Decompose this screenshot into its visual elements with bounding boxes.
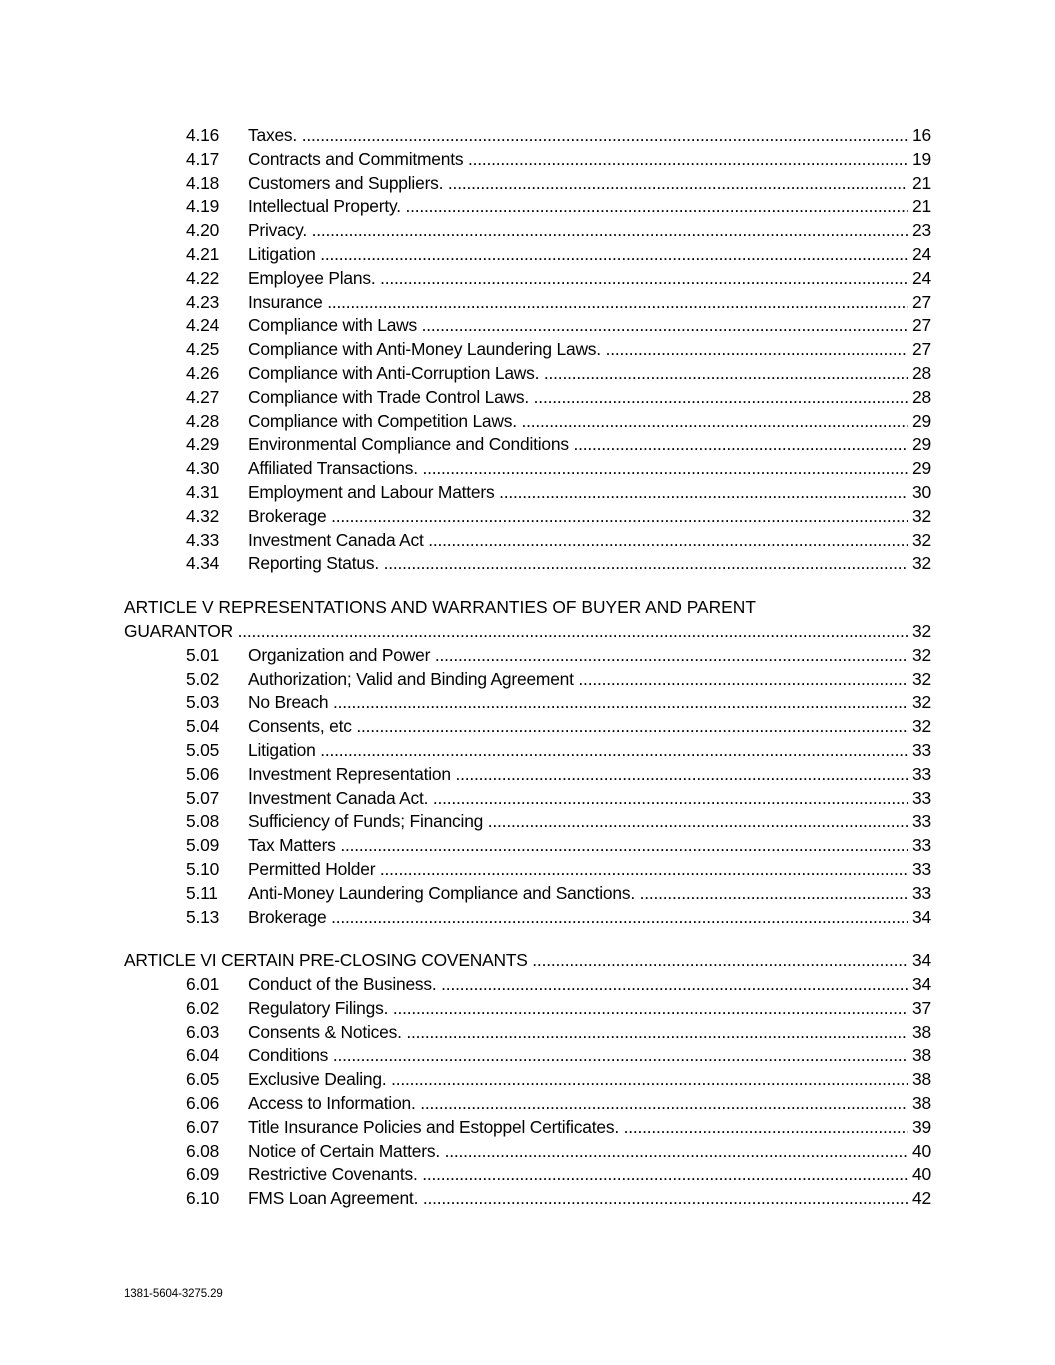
- toc-entry-page: 24: [912, 267, 931, 288]
- toc-entry-page: 39: [912, 1116, 931, 1137]
- toc-entry-title: Tax Matters .....: [248, 834, 908, 858]
- toc-entry[interactable]: [0, 457, 1055, 481]
- toc-entry-title: Consents, etc .....: [248, 715, 908, 739]
- toc-section-article-6: [0, 973, 1055, 1211]
- toc-entry-page: 34: [912, 906, 931, 927]
- toc-entry[interactable]: [0, 882, 1055, 906]
- toc-entry-page: 24: [912, 243, 931, 264]
- toc-entry-title: Organization and Power .....: [248, 644, 908, 668]
- toc-entry-title: Reporting Status. .....: [248, 552, 908, 576]
- toc-entry-title: Regulatory Filings. .....: [248, 997, 908, 1021]
- toc-entry[interactable]: [0, 997, 1055, 1021]
- toc-entry-number: 4.18: [186, 172, 220, 193]
- toc-entry[interactable]: [0, 739, 1055, 763]
- toc-entry-page: 16: [912, 125, 931, 145]
- toc-entry-page: 29: [912, 410, 931, 431]
- toc-entry-page: 30: [912, 481, 931, 502]
- toc-entry-number: 4.16: [186, 125, 220, 145]
- toc-entry[interactable]: [0, 243, 1055, 267]
- toc-entry-number: 4.17: [186, 148, 220, 169]
- toc-entry-number: 5.05: [186, 739, 220, 760]
- toc-entry-title: Restrictive Covenants. .....: [248, 1163, 908, 1187]
- toc-article-6-entry[interactable]: [0, 949, 1055, 973]
- toc-entry-number: 4.19: [186, 196, 220, 217]
- toc-entry-page: 27: [912, 291, 931, 312]
- toc-entry[interactable]: [0, 362, 1055, 386]
- toc-entry[interactable]: [0, 668, 1055, 692]
- toc-entry[interactable]: [0, 552, 1055, 576]
- toc-entry-page: 32: [912, 644, 931, 665]
- toc-entry-page: 32: [912, 505, 931, 526]
- toc-entry-page: 21: [912, 172, 931, 193]
- toc-entry[interactable]: [0, 715, 1055, 739]
- toc-entry-number: 6.06: [186, 1093, 220, 1114]
- toc-entry[interactable]: [0, 763, 1055, 787]
- toc-entry-page: 19: [912, 148, 931, 169]
- toc-entry-number: 5.07: [186, 787, 220, 808]
- toc-entry-number: 5.09: [186, 835, 220, 856]
- toc-article-5-entry[interactable]: [0, 620, 1055, 644]
- toc-entry-title: Litigation .....: [248, 739, 908, 763]
- toc-entry-page: 27: [912, 315, 931, 336]
- table-of-contents: [0, 124, 1055, 1211]
- toc-entry-page: 32: [912, 668, 931, 689]
- toc-article-5-heading[interactable]: ARTICLE V REPRESENTATIONS AND WARRANTIES OF BUYER AND PARENT: [124, 597, 756, 618]
- toc-entry-page: 27: [912, 339, 931, 360]
- toc-entry-page: 28: [912, 386, 931, 407]
- toc-entry-title: No Breach .....: [248, 691, 908, 715]
- toc-entry-title: Exclusive Dealing. .....: [248, 1068, 908, 1092]
- toc-entry-page: 40: [912, 1164, 931, 1185]
- toc-entry[interactable]: [0, 481, 1055, 505]
- toc-entry-page: 33: [912, 835, 931, 856]
- toc-entry[interactable]: [0, 906, 1055, 930]
- toc-entry[interactable]: [0, 1092, 1055, 1116]
- toc-entry-number: 4.32: [186, 505, 220, 526]
- toc-entry-number: 6.01: [186, 974, 220, 995]
- toc-entry-title: Investment Canada Act. .....: [248, 787, 908, 811]
- toc-entry-title: Litigation .....: [248, 243, 908, 267]
- toc-entry[interactable]: [0, 529, 1055, 553]
- toc-entry-number: 5.06: [186, 763, 220, 784]
- toc-entry-number: 4.31: [186, 481, 220, 502]
- toc-entry-title: Compliance with Anti-Corruption Laws. .....: [248, 362, 908, 386]
- toc-entry-page: 33: [912, 858, 931, 879]
- toc-entry-number: 4.20: [186, 220, 220, 241]
- toc-entry-number: 4.24: [186, 315, 220, 336]
- toc-entry[interactable]: [0, 314, 1055, 338]
- toc-entry[interactable]: [0, 1044, 1055, 1068]
- toc-entry[interactable]: [0, 834, 1055, 858]
- toc-entry-number: 4.29: [186, 434, 220, 455]
- toc-entry-page: 34: [912, 974, 931, 995]
- toc-entry[interactable]: [0, 787, 1055, 811]
- toc-section-article-4: [0, 124, 1055, 576]
- toc-entry-number: 4.26: [186, 362, 220, 383]
- toc-entry-title: Employment and Labour Matters .....: [248, 481, 908, 505]
- toc-entry-title: Conduct of the Business. .....: [248, 973, 908, 997]
- toc-entry-page: 32: [912, 529, 931, 550]
- toc-entry-number: 5.08: [186, 811, 220, 832]
- toc-entry-title: Notice of Certain Matters. .....: [248, 1140, 908, 1164]
- toc-entry-page: 29: [912, 434, 931, 455]
- toc-entry-page: 29: [912, 458, 931, 479]
- toc-entry-title: Anti-Money Laundering Compliance and Sanctions. .....: [248, 882, 908, 906]
- toc-entry-title: Permitted Holder .....: [248, 858, 908, 882]
- toc-entry[interactable]: [0, 124, 1055, 148]
- toc-entry[interactable]: [0, 691, 1055, 715]
- toc-entry-page: 38: [912, 1021, 931, 1042]
- toc-entry-title: Investment Representation .....: [248, 763, 908, 787]
- toc-entry[interactable]: [0, 973, 1055, 997]
- toc-section-article-5: [0, 644, 1055, 930]
- toc-entry-number: 4.34: [186, 553, 220, 574]
- toc-entry-page: 37: [912, 997, 931, 1018]
- toc-entry[interactable]: [0, 1187, 1055, 1211]
- toc-entry[interactable]: [0, 1116, 1055, 1140]
- toc-entry-number: 6.05: [186, 1069, 220, 1090]
- toc-entry-title: Employee Plans. .....: [248, 267, 908, 291]
- toc-entry-number: 6.09: [186, 1164, 220, 1185]
- toc-entry[interactable]: [0, 1021, 1055, 1045]
- toc-entry-title: FMS Loan Agreement. .....: [248, 1187, 908, 1211]
- toc-entry-title: Authorization; Valid and Binding Agreement .....: [248, 668, 908, 692]
- toc-entry-page: 21: [912, 196, 931, 217]
- toc-entry[interactable]: [0, 1163, 1055, 1187]
- toc-article-6-title: ARTICLE VI CERTAIN PRE-CLOSING COVENANTS .....: [124, 949, 908, 973]
- toc-entry-title: Contracts and Commitments .....: [248, 148, 908, 172]
- toc-entry-number: 4.25: [186, 339, 220, 360]
- toc-entry-number: 5.11: [186, 882, 218, 903]
- toc-entry-title: Brokerage .....: [248, 906, 908, 930]
- toc-entry[interactable]: [0, 338, 1055, 362]
- toc-entry-title: Compliance with Laws .....: [248, 314, 908, 338]
- document-id-footer: 1381-5604-3275.29: [124, 1288, 223, 1300]
- toc-entry[interactable]: [0, 1140, 1055, 1164]
- toc-entry-title: Title Insurance Policies and Estoppel Certificates. .....: [248, 1116, 908, 1140]
- toc-entry-number: 6.03: [186, 1021, 220, 1042]
- toc-entry-number: 4.23: [186, 291, 220, 312]
- toc-entry-page: 38: [912, 1069, 931, 1090]
- toc-entry-title: Brokerage .....: [248, 505, 908, 529]
- toc-entry-title: Insurance .....: [248, 291, 908, 315]
- toc-entry-title: Taxes. .....: [248, 124, 908, 148]
- toc-entry-title: Compliance with Competition Laws. .....: [248, 410, 908, 434]
- toc-entry[interactable]: [0, 219, 1055, 243]
- toc-entry[interactable]: [0, 172, 1055, 196]
- toc-article-6-page: 34: [912, 950, 931, 971]
- toc-entry-page: 33: [912, 787, 931, 808]
- toc-entry-number: 4.30: [186, 458, 220, 479]
- toc-entry-page: 38: [912, 1093, 931, 1114]
- toc-entry[interactable]: [0, 644, 1055, 668]
- toc-entry-title: Intellectual Property. .....: [248, 195, 908, 219]
- toc-entry[interactable]: [0, 291, 1055, 315]
- toc-entry[interactable]: [0, 505, 1055, 529]
- toc-entry-number: 5.02: [186, 668, 220, 689]
- toc-entry[interactable]: [0, 810, 1055, 834]
- toc-entry-title: Affiliated Transactions. .....: [248, 457, 908, 481]
- toc-entry-title: Sufficiency of Funds; Financing .....: [248, 810, 908, 834]
- toc-entry-number: 6.08: [186, 1140, 220, 1161]
- toc-entry-number: 5.04: [186, 716, 220, 737]
- toc-entry-title: Privacy. .....: [248, 219, 908, 243]
- toc-entry[interactable]: [0, 410, 1055, 434]
- toc-entry-page: 42: [912, 1188, 931, 1209]
- toc-entry-title: Conditions .....: [248, 1044, 908, 1068]
- toc-entry[interactable]: [0, 858, 1055, 882]
- toc-entry-title: Compliance with Anti-Money Laundering Laws. .....: [248, 338, 908, 362]
- toc-entry-page: 38: [912, 1045, 931, 1066]
- toc-entry-number: 6.02: [186, 997, 220, 1018]
- toc-entry-number: 4.21: [186, 243, 220, 264]
- toc-entry[interactable]: [0, 1068, 1055, 1092]
- toc-entry-number: 4.27: [186, 386, 220, 407]
- toc-entry[interactable]: [0, 433, 1055, 457]
- toc-entry[interactable]: [0, 195, 1055, 219]
- toc-entry-number: 6.07: [186, 1116, 220, 1137]
- toc-entry-number: 5.01: [186, 644, 220, 665]
- toc-entry-page: 32: [912, 692, 931, 713]
- toc-entry-number: 5.10: [186, 858, 220, 879]
- toc-entry-number: 4.33: [186, 529, 220, 550]
- toc-entry-page: 23: [912, 220, 931, 241]
- toc-entry-page: 33: [912, 811, 931, 832]
- toc-entry-page: 32: [912, 553, 931, 574]
- toc-entry-page: 32: [912, 716, 931, 737]
- toc-entry-title: Access to Information. .....: [248, 1092, 908, 1116]
- toc-article-5-title: GUARANTOR .....: [124, 620, 908, 644]
- toc-entry-page: 33: [912, 739, 931, 760]
- toc-entry-title: Compliance with Trade Control Laws. .....: [248, 386, 908, 410]
- toc-entry-number: 4.28: [186, 410, 220, 431]
- toc-entry-page: 33: [912, 763, 931, 784]
- toc-article-5-page: 32: [912, 620, 931, 641]
- toc-entry-title: Customers and Suppliers. .....: [248, 172, 908, 196]
- toc-entry[interactable]: [0, 267, 1055, 291]
- toc-entry-number: 4.22: [186, 267, 220, 288]
- toc-entry-title: Investment Canada Act .....: [248, 529, 908, 553]
- toc-entry-number: 5.13: [186, 906, 220, 927]
- toc-entry-number: 6.04: [186, 1045, 220, 1066]
- toc-entry-number: 5.03: [186, 692, 220, 713]
- toc-entry[interactable]: [0, 148, 1055, 172]
- toc-entry-title: Environmental Compliance and Conditions .....: [248, 433, 908, 457]
- toc-entry-number: 6.10: [186, 1188, 220, 1209]
- toc-entry[interactable]: [0, 386, 1055, 410]
- toc-entry-title: Consents & Notices. .....: [248, 1021, 908, 1045]
- toc-entry-page: 40: [912, 1140, 931, 1161]
- toc-entry-page: 33: [912, 882, 931, 903]
- toc-entry-page: 28: [912, 362, 931, 383]
